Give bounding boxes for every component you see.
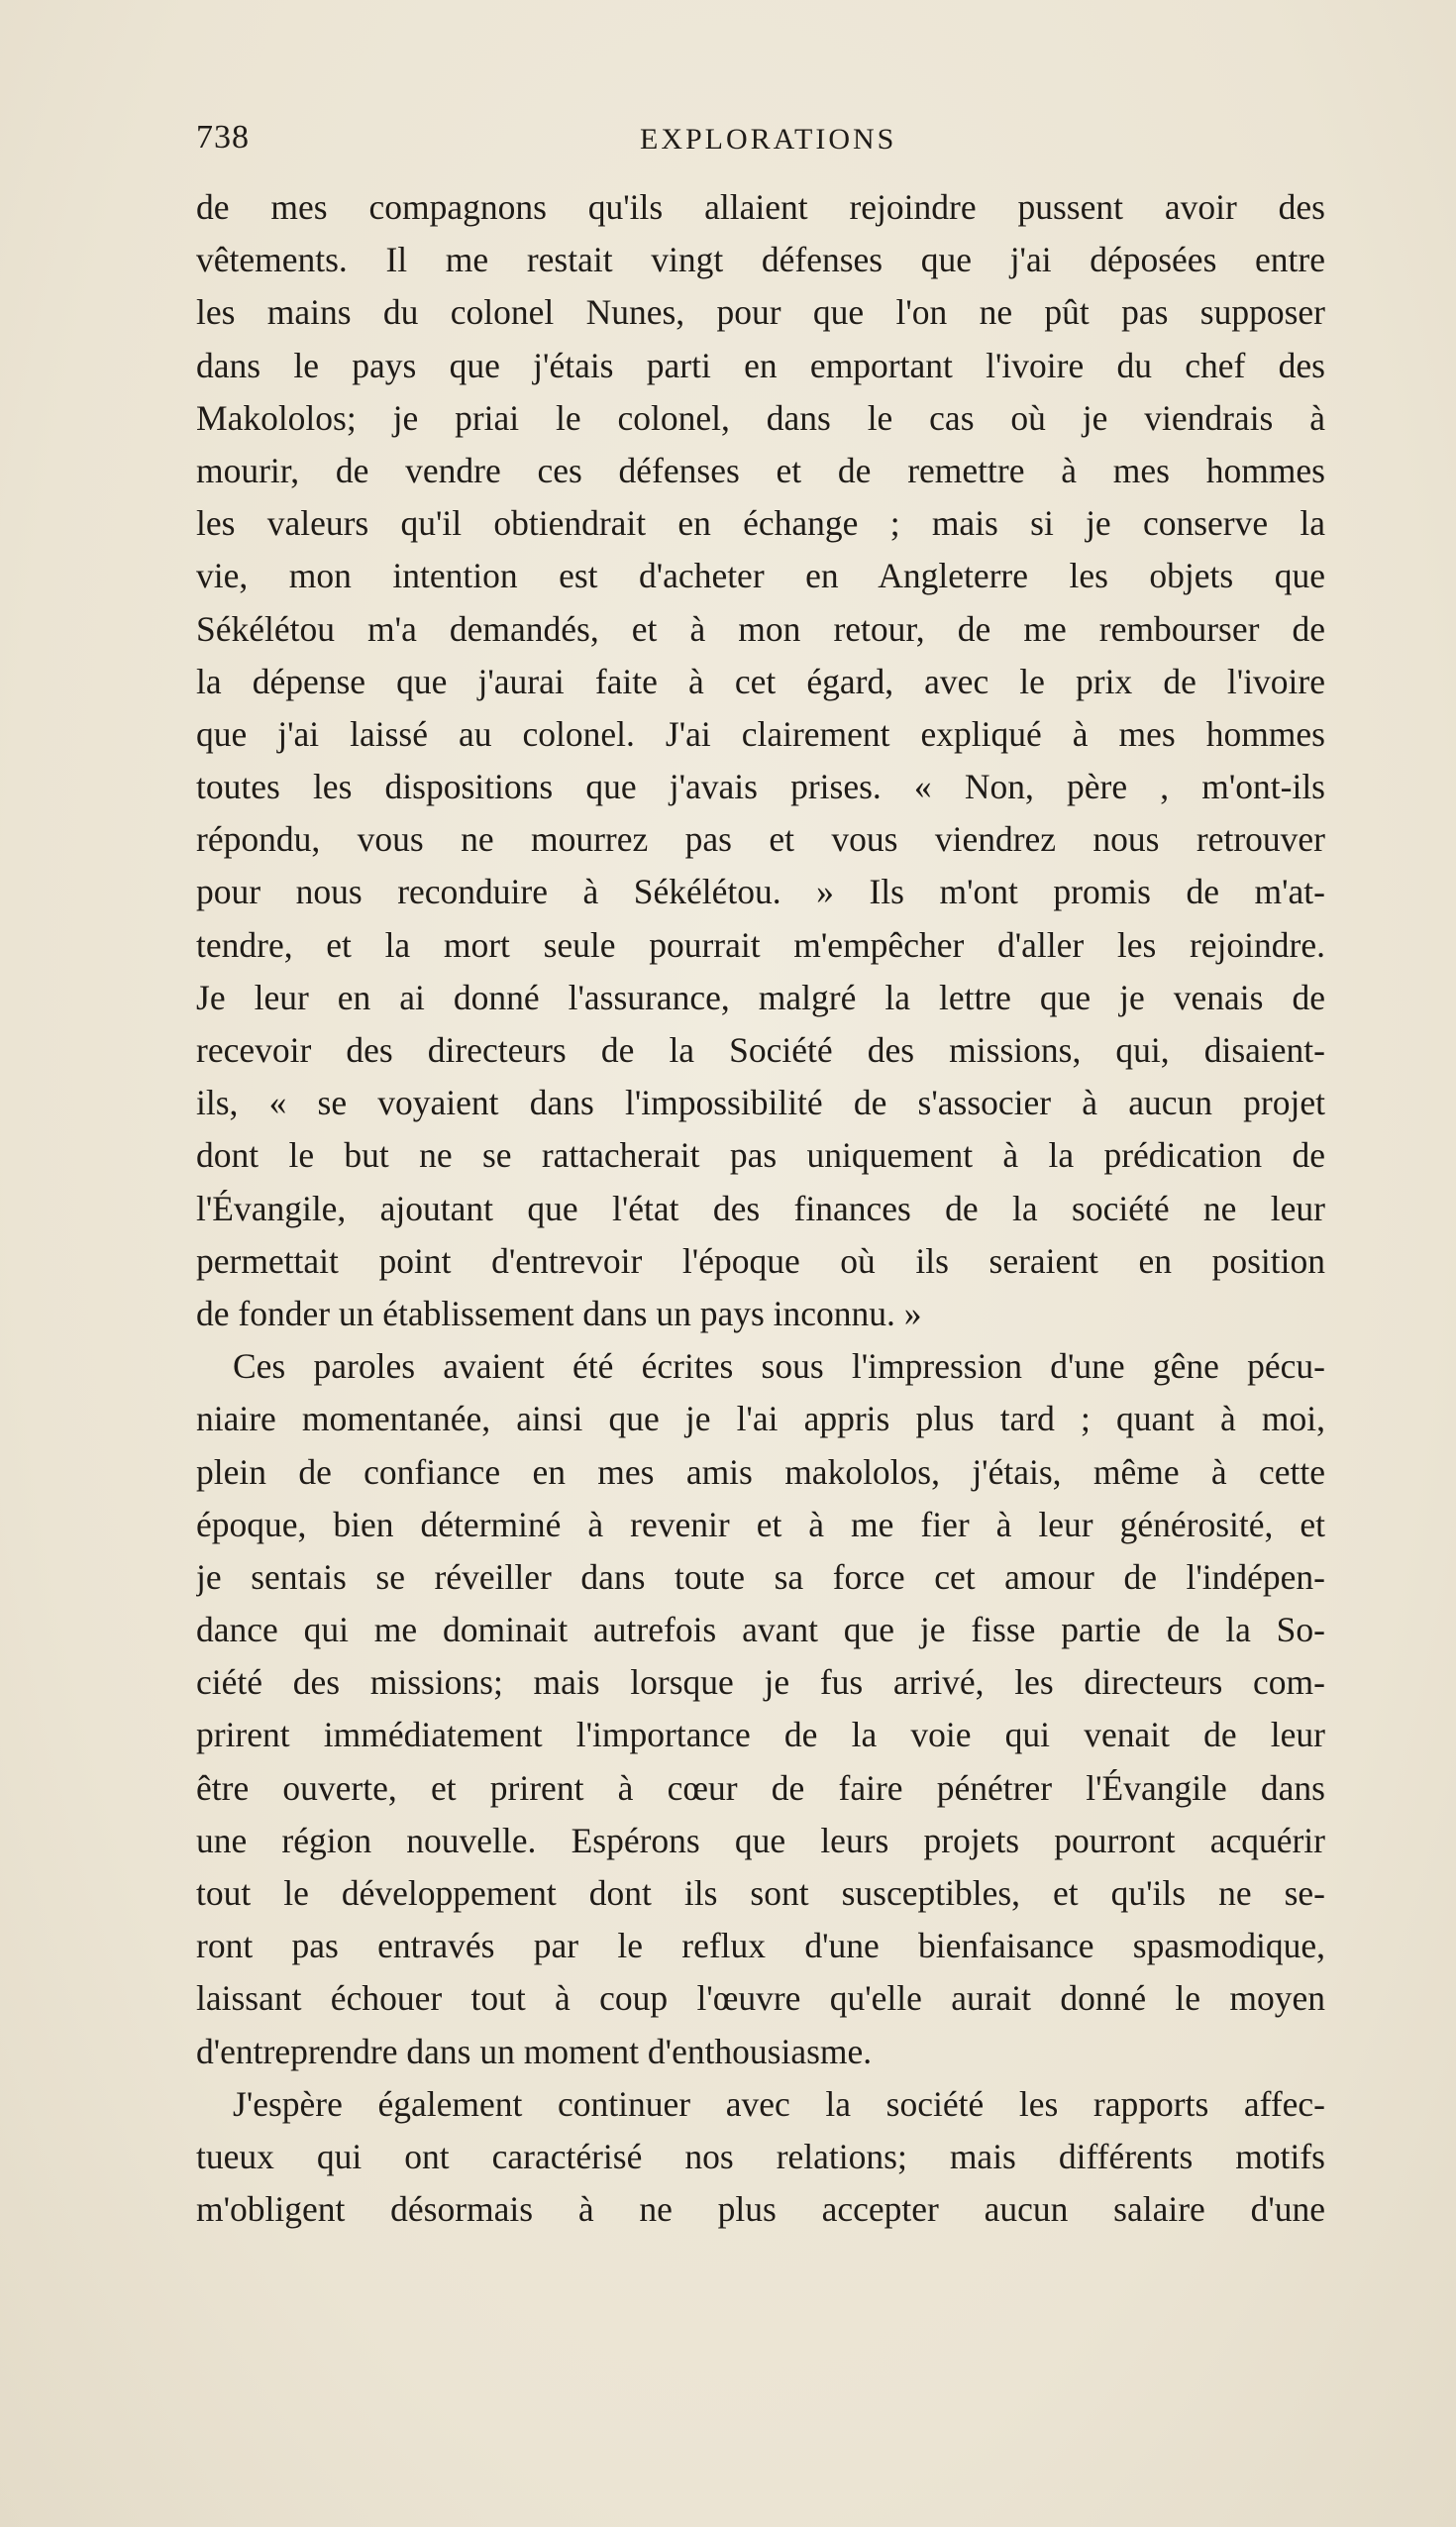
text-line: laissant échouer tout à coup l'œuvre qu'elle aurait donné le moyen [196,1978,1325,2019]
text-line: niaire momentanée, ainsi que je l'ai appris plus tard ; quant à moi, [196,1399,1325,1439]
text-line: plein de confiance en mes amis makololos, j'étais, même à cette [196,1451,1325,1492]
text-line: pour nous reconduire à Sékélétou. » Ils m'ont promis de m'at- [196,872,1325,912]
text-line: prirent immédiatement l'importance de la voie qui venait de leur [196,1715,1325,1755]
text-line: ils, « se voyaient dans l'impossibilité de s'associer à aucun projet [196,1083,1325,1123]
text-line: les valeurs qu'il obtiendrait en échange ; mais si je conserve la [196,503,1325,544]
text-line: que j'ai laissé au colonel. J'ai clairement expliqué à mes hommes [196,713,1325,754]
text-line: recevoir des directeurs de la Société des missions, qui, disaient- [196,1030,1325,1070]
text-line: vie, mon intention est d'acheter en Angleterre les objets que [196,556,1325,596]
text-line: tendre, et la mort seule pourrait m'empêcher d'aller les rejoindre. [196,924,1325,965]
text-line: dans le pays que j'étais parti en emportant l'ivoire du chef des [196,345,1325,385]
text-line: de mes compagnons qu'ils allaient rejoindre pussent avoir des [196,187,1325,227]
text-line: J'espère également continuer avec la société les rapports affec- [233,2083,1325,2124]
text-line: une région nouvelle. Espérons que leurs projets pourront acquérir [196,1820,1325,1860]
text-line: époque, bien déterminé à revenir et à me fier à leur générosité, et [196,1504,1325,1544]
text-line: ront pas entravés par le reflux d'une bienfaisance spasmodique, [196,1926,1325,1966]
text-line: les mains du colonel Nunes, pour que l'on ne pût pas supposer [196,292,1325,333]
text-line: Sékélétou m'a demandés, et à mon retour, de me rembourser de [196,608,1325,649]
text-line: je sentais se réveiller dans toute sa force cet amour de l'indépen- [196,1556,1325,1597]
text-line: l'Évangile, ajoutant que l'état des finances de la société ne leur [196,1188,1325,1228]
text-line: répondu, vous ne mourrez pas et vous viendrez nous retrouver [196,819,1325,860]
running-title: EXPLORATIONS [640,123,897,156]
text-line: ciété des missions; mais lorsque je fus arrivé, les directeurs com- [196,1662,1325,1703]
text-line: tueux qui ont caractérisé nos relations; mais différents motifs [196,2136,1325,2176]
text-line: Je leur en ai donné l'assurance, malgré la lettre que je venais de [196,977,1325,1017]
text-line: Ces paroles avaient été écrites sous l'impression d'une gêne pécu- [233,1346,1325,1387]
text-line: tout le développement dont ils sont susceptibles, et qu'ils ne se- [196,1873,1325,1913]
page-header [196,119,1325,164]
body-text [196,181,1325,2236]
text-line: dont le but ne se rattacherait pas uniquement à la prédication de [196,1135,1325,1176]
text-line: m'obligent désormais à ne plus accepter aucun salaire d'une [196,2189,1325,2230]
text-line: dance qui me dominait autrefois avant que je fisse partie de la So- [196,1610,1325,1650]
text-line: Makololos; je priai le colonel, dans le cas où je viendrais à [196,397,1325,438]
text-line: permettait point d'entrevoir l'époque où ils seraient en position [196,1240,1325,1281]
text-line: toutes les dispositions que j'avais prises. « Non, père , m'ont-ils [196,767,1325,807]
page-number: 738 [196,119,250,156]
text-line: mourir, de vendre ces défenses et de remettre à mes hommes [196,450,1325,490]
text-line: la dépense que j'aurai faite à cet égard, avec le prix de l'ivoire [196,661,1325,701]
text-line: de fonder un établissement dans un pays inconnu. » [196,1293,922,1333]
text-line: être ouverte, et prirent à cœur de faire pénétrer l'Évangile dans [196,1767,1325,1808]
text-line: d'entreprendre dans un moment d'enthousiasme. [196,2031,873,2071]
text-line: vêtements. Il me restait vingt défenses que j'ai déposées entre [196,240,1325,280]
